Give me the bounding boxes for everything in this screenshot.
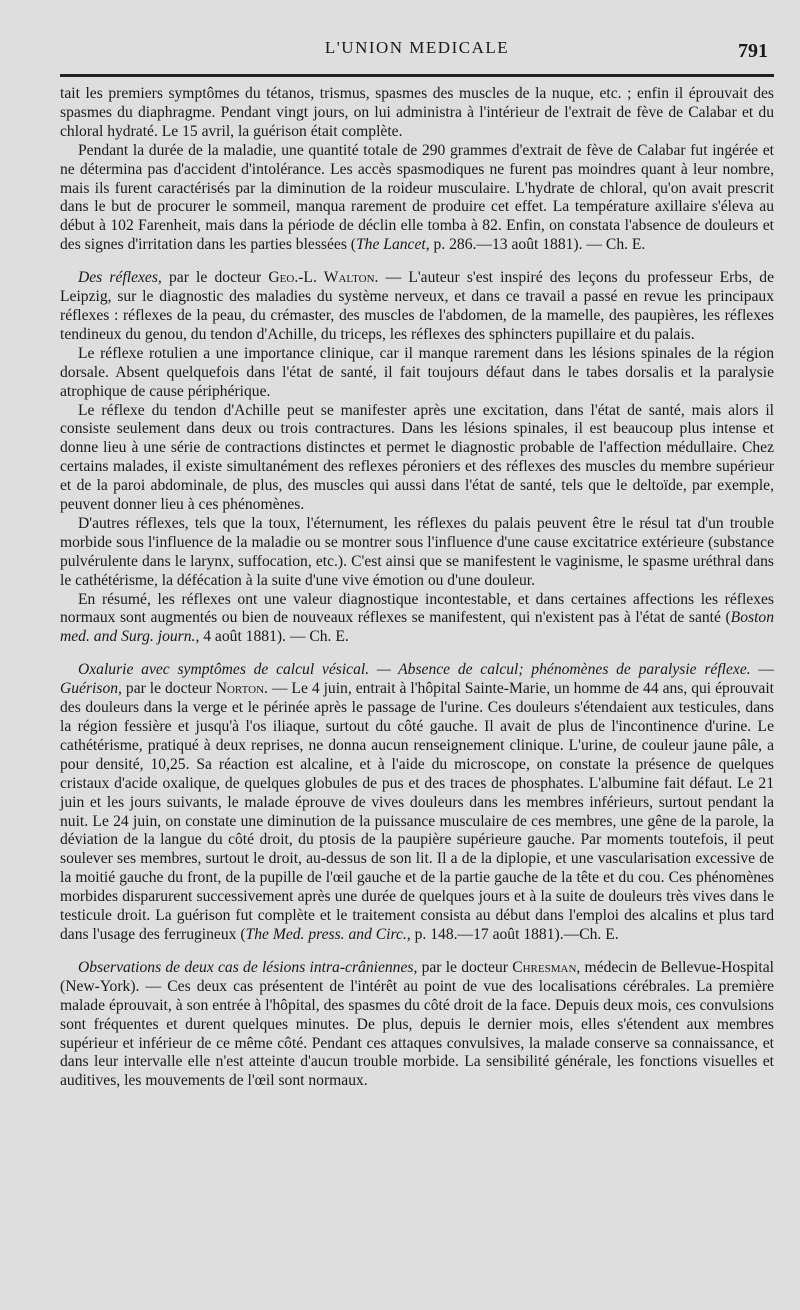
page-header — [60, 30, 774, 74]
citation-journal: The Med. press. and Circ. — [245, 925, 407, 943]
citation-end: , p. 148.—17 août 1881).—Ch. E. — [406, 925, 619, 943]
citation-journal: The Lancet — [356, 236, 426, 254]
byline: par le docteur — [161, 269, 269, 287]
article-title: Observations de deux cas de lésions intra-crâniennes, — [78, 958, 418, 976]
paragraph-text: Pendant la durée de la maladie, une quantité totale de 290 grammes d'extrait de fève de Calabar fut ingérée et ne détermina pas d'accident d'intolérance. Les accès spasmodiques ne furent pas moindres quant à leur nombre, mais ils furent caractérisés par la diminution de la roideur musculaire. L'hydrate de chloral, qu'on avait prescrit dans le but de procurer le sommeil, manqua rarement de produire cet effet. La température axillaire s'éleva au début à 102 Farenheit, mais dans la période de déclin elle tomba à 82. Enfin, on constata l'absence de douleurs et des signes d'irritation dans les parties blessées ( — [60, 141, 774, 254]
paragraph-text: — Le 4 juin, entrait à l'hôpital Sainte-Marie, un homme de 44 ans, qui éprouvait des douleurs dans la verge et le périnée après le passage de l'urine. Ces douleurs s'étendaient aux testicules, dans la région fessière et jusqu'à l'os iliaque, surtout du côté gauche. Il avait de plus de l'incontinence d'urine. Le cathétérisme, pratiqué à deux reprises, ne donna aucun renseignement clinique. L'urine, de couleur jaune pâle, a pour densité, 10,25. Sa réaction est alcaline, et à l'aide du microscope, on constate la présence de quelques cristaux d'acide oxalique, de quelques globules de pus et des traces de phosphates. L'albumine fait défaut. Le 21 juin et les jours suivants, le malade éprouve de vives douleurs dans les membres inférieurs, surtout pendant la nuit. Le 24 juin, on constate une diminution de la puissance musculaire de ces membres, une gêne de la parole, la déviation de la langue du côté droit, du ptosis de la paupière supérieure gauche. Par moments toutefois, il peut soulever ses membres, surtout le droit, au-dessus de son lit. Il a de la diplopie, et une vascularisation excessive de la moitié gauche du front, de la pupille de l'œil gauche et de la partie gauche de la tête et du cou. Ces phénomènes morbides disparurent successivement après une durée de quelques jours et à la suite de douleurs très vives dans le testicule droit. La guérison fut complète et le traitement consista au début dans l'emploi des alcalins et plus tard dans l'usage des ferrugineux ( — [60, 680, 774, 943]
byline: par le docteur — [417, 958, 513, 976]
paragraph — [60, 959, 774, 1091]
paragraph-text: médecin de Bellevue-Hospital (New-York). — Ces deux cas présentent de l'intérêt au point de vue des localisations cérébrales. La première malade éprouvait, à son entrée à l'hôpital, des spasmes du côté droit de la face. Depuis deux mois, ces convulsions sont fréquentes et durent quelques minutes. De plus, depuis le dernier mois, elles s'étendent aux membres supérieur et inférieur de ce même côté. Pendant ces attaques convulsives, la malade conserve sa connaissance, et dans leur intervalle elle n'est atteinte d'aucun trouble morbide. La sensibilité générale, les fonctions visuelles et auditives, les mouvements de l'œil sont normaux. — [60, 958, 774, 1090]
paragraph — [60, 515, 774, 591]
article-body — [60, 85, 774, 1091]
article-title: Oxalurie avec symptômes de calcul vésical. — Absence de calcul; phénomènes de paralysie réflexe. — [78, 661, 751, 679]
byline: par le docteur — [121, 680, 216, 698]
separator: — — [750, 661, 774, 679]
paragraph-text: — L'auteur s'est inspiré des leçons du professeur Erbs, de Leipzig, sur le diagnostic des maladies du système nerveux, et dans ce travail a passé en revue les principaux réflexes : réflexes de la peau, du crémaster, des muscles de l'abdomen, de la mamelle, des paupières, les réflexes tendineux du genou, du tendon d'Achille, du triceps, les réflexes des sphincters pupillaire et du palais. — [60, 269, 774, 343]
paragraph-text: En résumé, les réflexes ont une valeur diagnostique incontestable, et dans certaines affections les réflexes normaux sont augmentés ou bien de nouveaux réflexes se manifestent, qui n'existent pas à l'état de santé ( — [60, 590, 774, 627]
running-title: L'UNION MEDICALE — [324, 38, 510, 57]
paragraph — [60, 591, 774, 648]
paragraph — [60, 85, 774, 142]
citation-end: , 4 août 1881). — Ch. E. — [195, 628, 349, 646]
paragraph — [60, 142, 774, 255]
paragraph-text: D'autres réflexes, tels que la toux, l'éternument, les réflexes du palais peuvent être le résul tat d'un trouble morbide sous l'influence de la maladie ou se montrer sous l'influence d'une cause excitatrice extérieure (substance pulvérulente dans le larynx, suffocation, etc.). C'est ainsi que se manifestent le vaginisme, le spasme uréthral dans le cathétérisme, la défécation à la suite d'une vive émotion ou d'une douleur. — [60, 514, 774, 589]
article-title: Des réflexes, — [78, 269, 162, 287]
paragraph-text: Le réflexe du tendon d'Achille peut se manifester après une excitation, dans l'état de santé, mais alors il consiste seulement dans deux ou trois contractures. Dans les lésions spinales, il est beaucoup plus intense et donne lieu à une série de contractions distinctes et permet le diagnostic probable de l'affection médullaire. Chez certains malades, il existe simultanément des reflexes péroniers et des réflexes des muscles du membre supérieur et de la paroi abdominale, de plus, des muscles qui aussi dans l'état de santé, tels que le deltoïde, par exemple, peuvent donner lieu à ces phénomènes. — [60, 401, 774, 514]
article-subtitle: Guérison, — [60, 680, 122, 698]
header-rule — [60, 74, 774, 77]
page-number: 791 — [738, 40, 768, 62]
paragraph — [60, 345, 774, 402]
paragraph-text: tait les premiers symptômes du tétanos, trismus, spasmes des muscles de la nuque, etc. ; enfin il éprouvait des spasmes du diaphragme. Pendant vingt jours, on lui administra à l'intérieur de l'extrait de fève de Calabar et du chloral hydraté. Le 15 avril, la guérison était complète. — [60, 85, 774, 140]
citation-end: , p. 286.—13 août 1881). — Ch. E. — [425, 236, 646, 254]
paragraph — [60, 402, 774, 515]
author-name: Chresman, — [512, 958, 581, 976]
paragraph — [60, 269, 774, 345]
paragraph-text: Le réflexe rotulien a une importance clinique, car il manque rarement dans les lésions spinales de la région dorsale. Absent quelquefois dans l'état de santé, il fait toujours défaut dans le tabes dorsalis et la paralysie atrophique de cause périphérique. — [60, 344, 774, 400]
author-name: Norton. — [215, 680, 268, 698]
paragraph — [60, 661, 774, 945]
author-name: Geo.-L. Walton. — [268, 269, 379, 287]
citation-journal: Boston med. and Surg. journ. — [60, 609, 774, 646]
